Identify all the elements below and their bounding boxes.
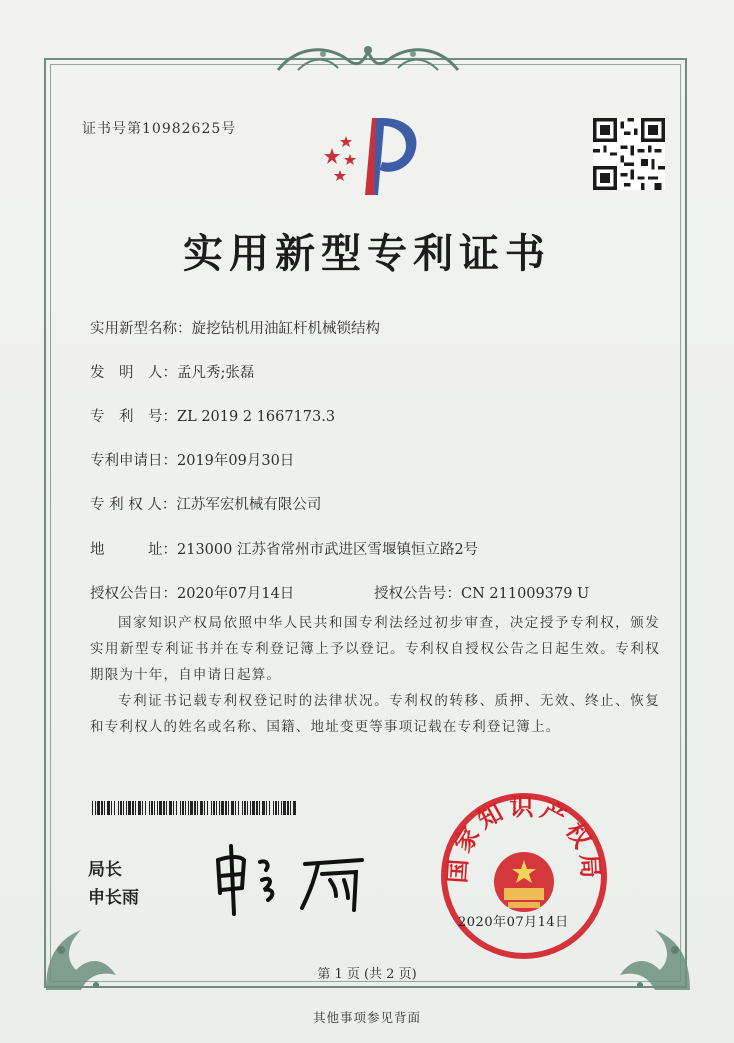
grant-statement-paragraph: 国家知识产权局依照中华人民共和国专利法经过初步审查，决定授予专利权，颁发实用新型专利证书并在专利登记簿上予以登记。专利权自授权公告之日起生效。专利权期限为十年，自申请日起算。 — [90, 615, 660, 683]
patent-number-value: ZL 2019 2 1667173.3 — [177, 409, 336, 425]
grant-date-label: 授权公告日： — [90, 586, 177, 602]
utility-name-row — [90, 317, 380, 338]
certificate-number: 证书号第10982625号 — [82, 121, 237, 137]
qr-code — [593, 118, 665, 190]
director-title: 局长 — [88, 860, 122, 880]
seal-text: 国家知识产权局 — [443, 792, 605, 884]
director-name: 申长雨 — [88, 888, 139, 908]
grant-number-row — [374, 582, 589, 603]
filing-date-row — [90, 449, 294, 470]
patentee-value: 江苏军宏机械有限公司 — [176, 497, 322, 513]
grant-number-label: 授权公告号： — [374, 586, 461, 602]
patentee-label: 专 利 权 人： — [90, 497, 177, 513]
page-number: 第 1 页 (共 2 页) — [317, 967, 417, 982]
barcode — [92, 801, 297, 815]
utility-name-value: 旋挖钻机用油缸杆机械锁结构 — [191, 321, 380, 337]
patent-number-label: 专 利 号： — [90, 409, 177, 425]
filing-date-value: 2019年09月30日 — [177, 453, 295, 469]
filing-date-label: 专利申请日： — [90, 453, 177, 469]
seal-date: 2020年07月14日 — [458, 915, 569, 930]
footer-note: 其他事项参见背面 — [312, 1010, 421, 1025]
patentee-row — [90, 493, 321, 514]
cnipa-logo — [310, 110, 430, 200]
top-ornament — [268, 40, 468, 80]
grant-date-value: 2020年07月14日 — [177, 586, 295, 602]
official-seal — [438, 790, 610, 962]
certificate-title: 实用新型专利证书 — [183, 230, 551, 277]
grant-date-row — [90, 582, 294, 603]
address-row — [90, 538, 478, 559]
director-signature — [210, 838, 375, 918]
address-label: 地 址： — [90, 542, 177, 558]
inventor-label: 发 明 人： — [90, 365, 177, 381]
utility-name-label: 实用新型名称： — [90, 321, 192, 337]
legal-status-paragraph: 专利证书记载专利权登记时的法律状况。专利权的转移、质押、无效、终止、恢复和专利权人的姓名或名称、国籍、地址变更等事项记载在专利登记簿上。 — [90, 693, 660, 735]
patent-number-row — [90, 405, 335, 426]
inventor-value: 孟凡秀;张磊 — [177, 365, 255, 381]
address-value: 213000 江苏省常州市武进区雪堰镇恒立路2号 — [177, 542, 479, 558]
grant-number-value: CN 211009379 U — [461, 586, 590, 602]
inventor-row — [90, 361, 254, 382]
